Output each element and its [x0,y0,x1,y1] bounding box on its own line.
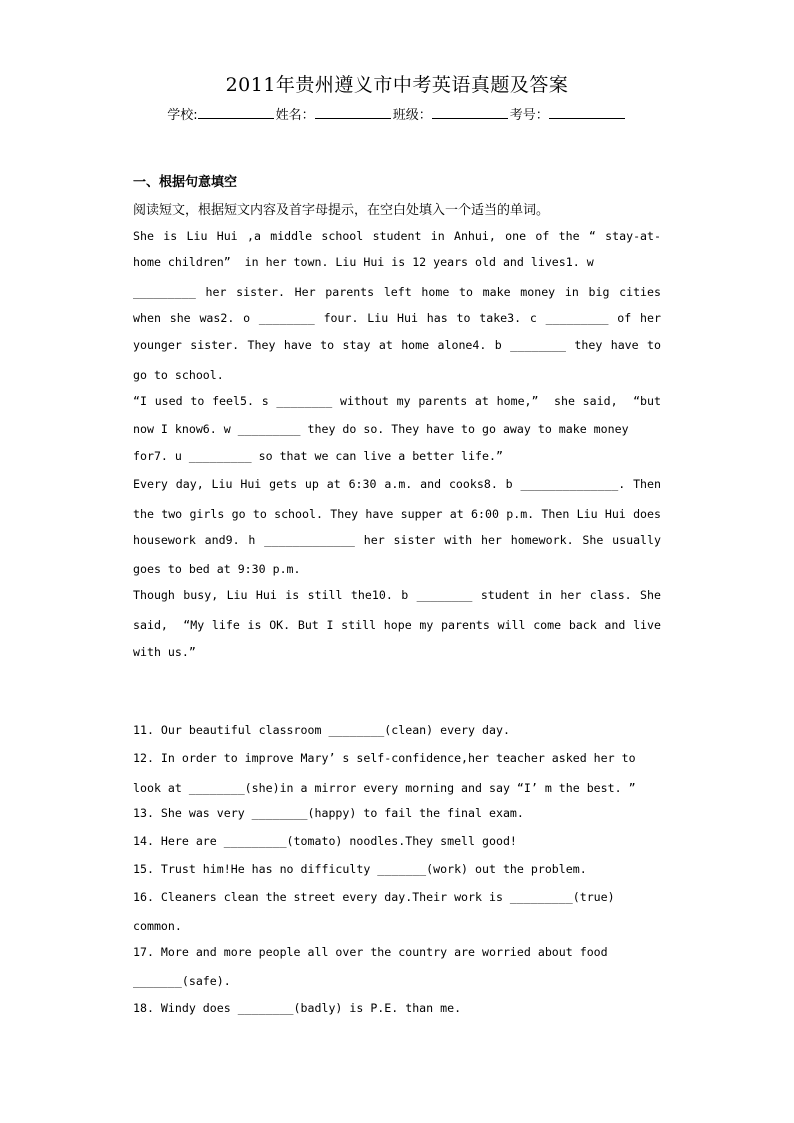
passage-line: housework and9. h _____________ her sister with her homework. She usually [133,533,661,547]
passage-line: said, “My life is OK. But I still hope my parents will come back and live [133,618,661,632]
name-blank[interactable] [315,105,391,119]
passage-line: “I used to feel5. s ________ without my parents at home,” she said, “but [133,394,661,408]
passage-line: _________ her sister. Her parents left home to make money in big cities [133,285,661,299]
section-instruction: 阅读短文，根据短文内容及首字母提示，在空白处填入一个适当的单词。 [133,203,550,218]
page-title: 2011年贵州遵义市中考英语真题及答案 [225,74,569,96]
question-line: 13. She was very ________(happy) to fail the final exam. [133,806,524,820]
school-blank[interactable] [198,105,274,119]
school-label: 学校: [167,108,198,123]
passage-line: now I know6. w _________ they do so. They have to go away to make money [133,422,629,436]
student-info-row [0,104,794,123]
question-line: 18. Windy does ________(badly) is P.E. than me. [133,1001,462,1015]
question-line: common. [133,919,182,933]
number-label: 考号： [509,108,549,123]
number-blank[interactable] [549,105,625,119]
question-line: look at ________(she)in a mirror every morning and say “I’ m the best. ” [133,781,636,795]
question-line: _______(safe). [133,974,231,988]
class-blank[interactable] [432,105,508,119]
name-label: 姓名： [275,108,315,123]
passage-line: home children” in her town. Liu Hui is 12 years old and lives1. w [133,255,594,269]
passage-line: Every day, Liu Hui gets up at 6:30 a.m. and cooks8. b ______________. Then [133,477,661,491]
passage-line: younger sister. They have to stay at home alone4. b ________ they have to [133,338,661,352]
section-heading: 一、根据句意填空 [133,175,238,190]
passage-line: goes to bed at 9:30 p.m. [133,562,301,576]
question-line: 16. Cleaners clean the street every day.Their work is _________(true) [133,890,615,904]
passage-line: She is Liu Hui ,a middle school student in Anhui, one of the “ stay-at- [133,229,661,243]
question-line: 17. More and more people all over the country are worried about food [133,945,608,959]
passage-line: Though busy, Liu Hui is still the10. b ________ student in her class. She [133,588,661,602]
passage-line: with us.” [133,645,196,659]
passage-line: go to school. [133,368,224,382]
passage-line: when she was2. o ________ four. Liu Hui has to take3. c _________ of her [133,311,661,325]
passage-line: for7. u _________ so that we can live a better life.” [133,449,503,463]
passage-line: the two girls go to school. They have supper at 6:00 p.m. Then Liu Hui does [133,507,661,521]
question-line: 14. Here are _________(tomato) noodles.They smell good! [133,834,517,848]
question-line: 11. Our beautiful classroom ________(clean) every day. [133,723,510,737]
question-line: 15. Trust him!He has no difficulty _______(work) out the problem. [133,862,587,876]
question-line: 12. In order to improve Mary’ s self-confidence,her teacher asked her to [133,751,636,765]
class-label: 班级： [392,108,432,123]
